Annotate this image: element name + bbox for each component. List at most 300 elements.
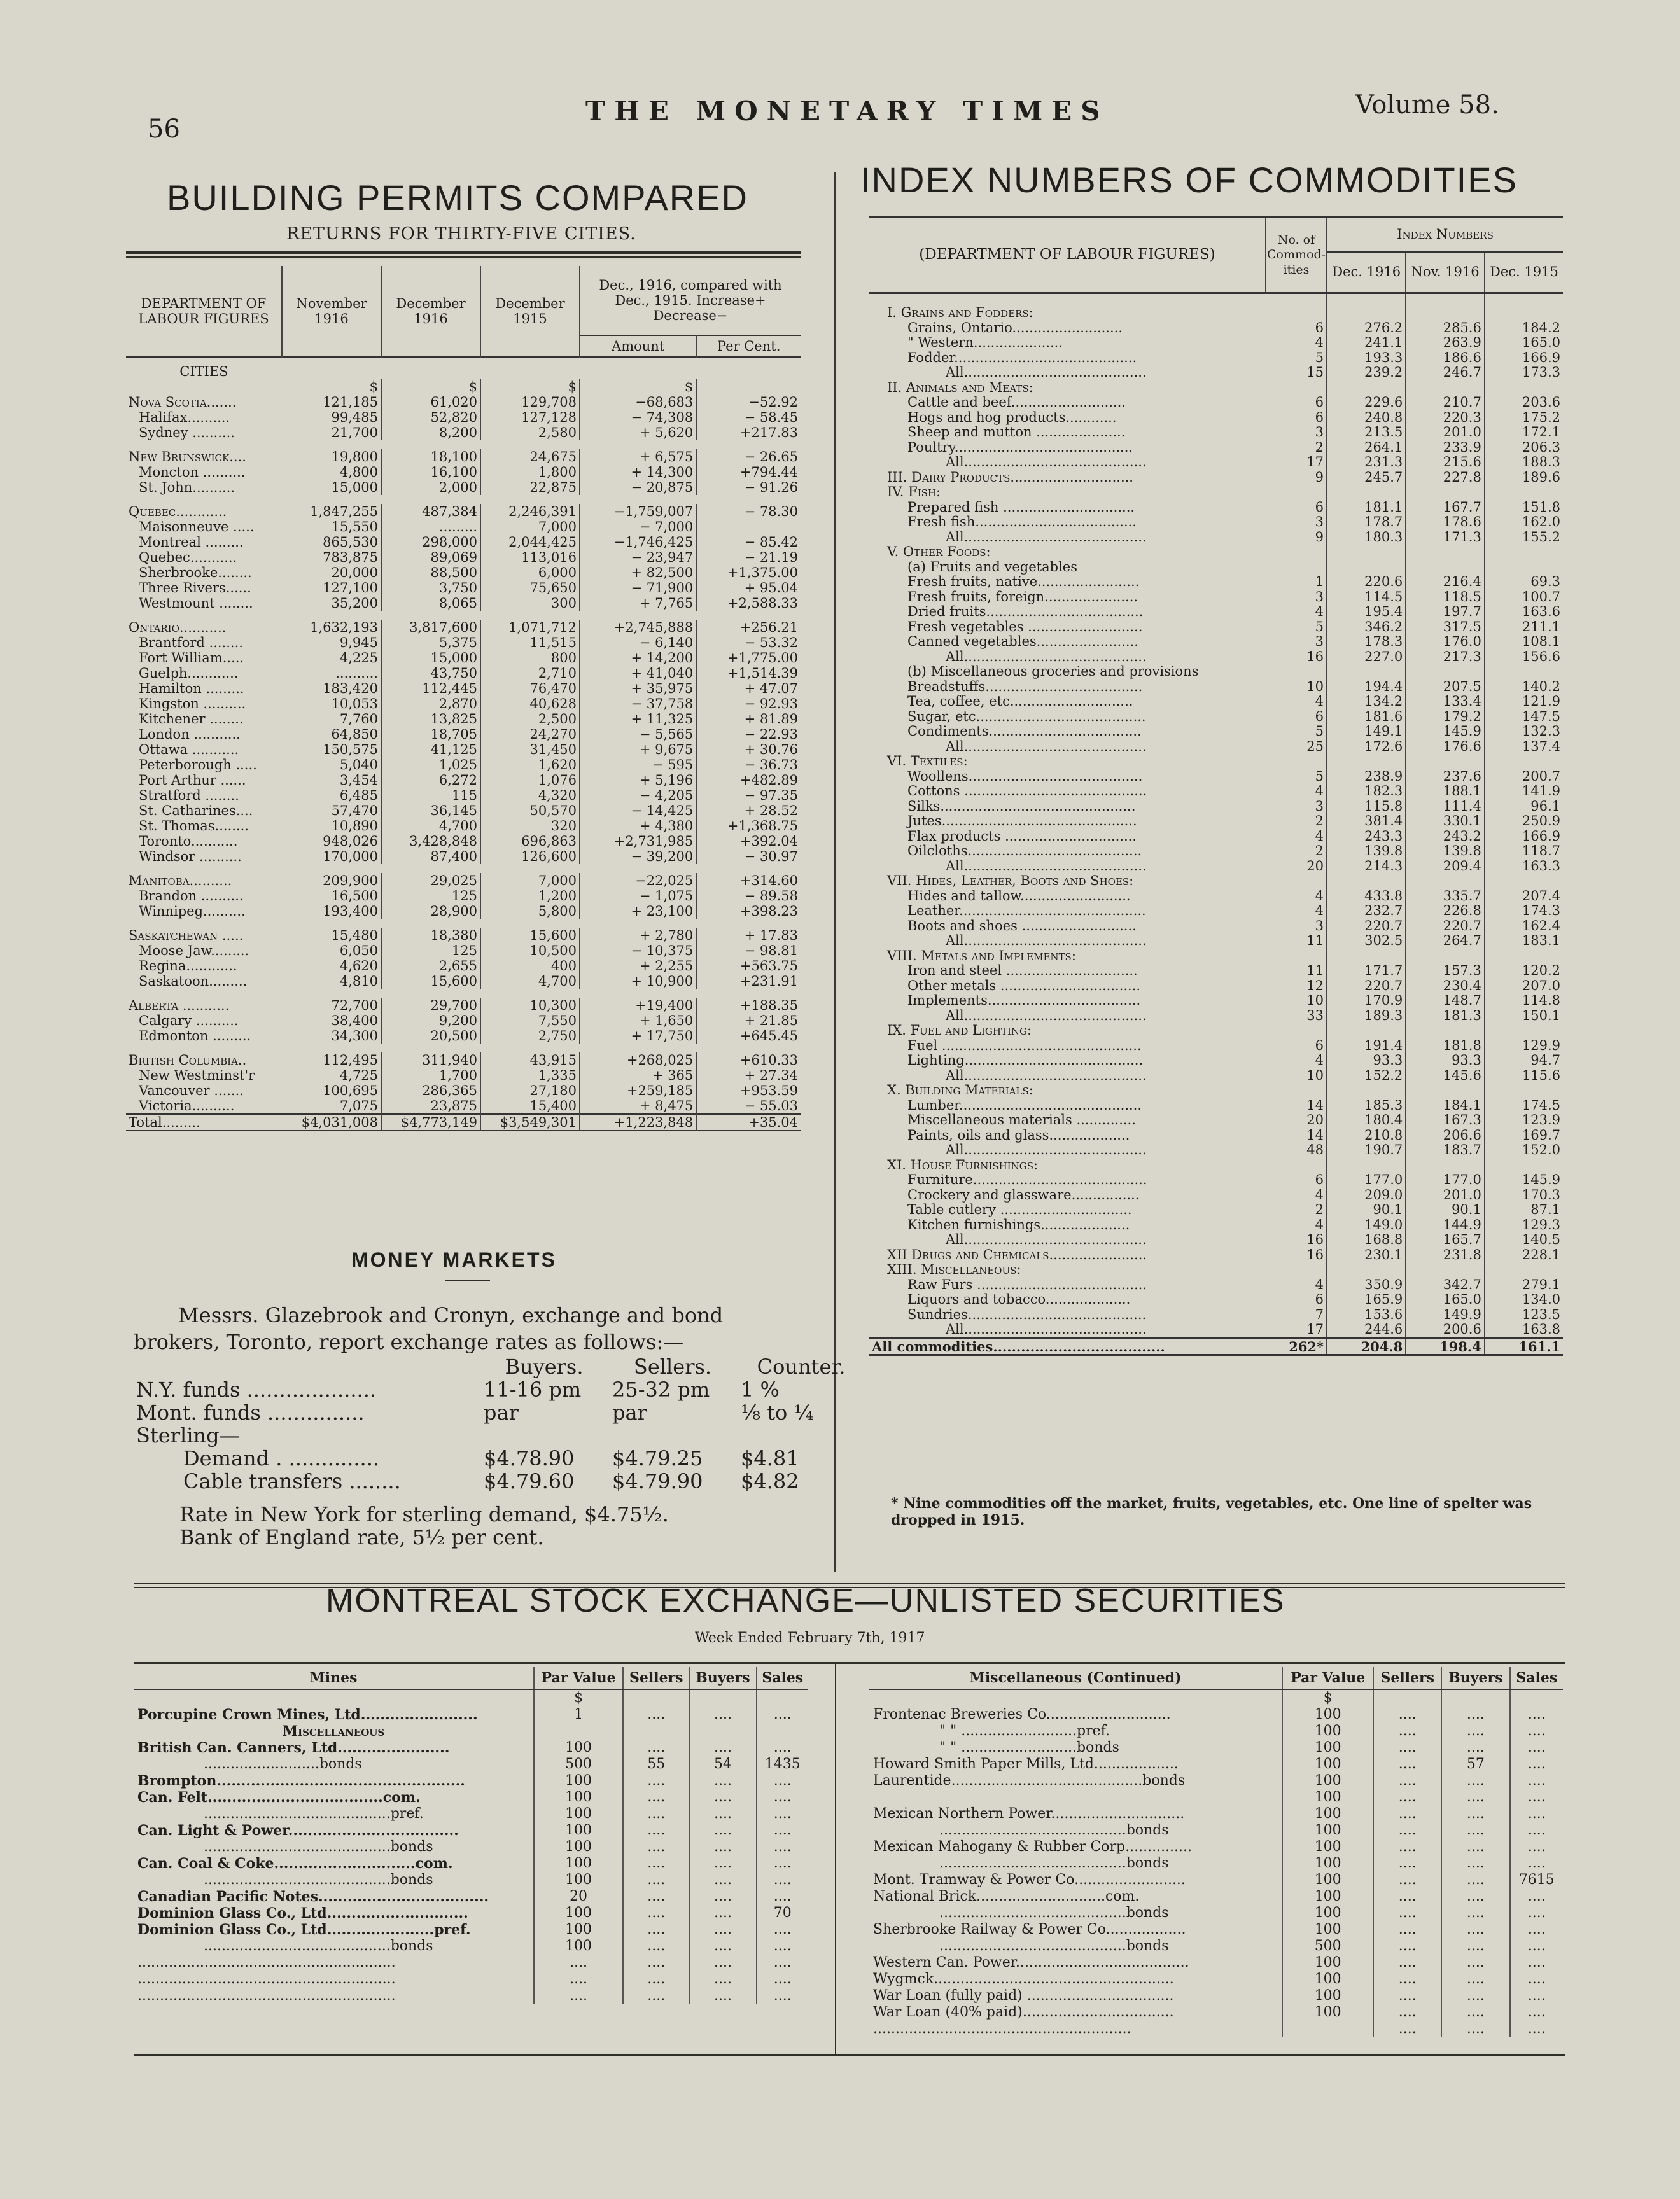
index-dec-1915	[1485, 874, 1563, 889]
rate-value	[608, 1424, 737, 1447]
index-dec-1915: 166.9	[1522, 349, 1560, 365]
permit-row	[126, 650, 801, 666]
par-value: 100	[1282, 1955, 1373, 1971]
permit-row	[126, 742, 801, 757]
rate-row	[132, 1401, 865, 1424]
index-dec-1915	[1485, 1158, 1563, 1173]
security-row	[869, 1905, 1563, 1922]
buyers-price: ....	[689, 1789, 756, 1806]
city-name: Windsor ..........	[139, 849, 242, 864]
security-name: Can. Light & Power...................................	[137, 1822, 459, 1839]
ix-nov16-header: Nov. 1916	[1406, 252, 1485, 293]
change-amount: − 10,375	[580, 943, 696, 958]
money-markets-intro: Messrs. Glazebrook and Cronyn, exchange and bond brokers, Toronto, report exchange rates as follows:—	[134, 1303, 724, 1354]
index-dec-1915	[1485, 380, 1563, 396]
sales-count: ....	[1510, 1971, 1563, 1988]
change-percent: +314.60	[739, 873, 798, 888]
change-percent	[696, 519, 801, 534]
stock-column-header: Par Value	[534, 1667, 623, 1689]
index-dec-1916	[1327, 485, 1406, 500]
commodity-row	[869, 1098, 1563, 1113]
commodity-count: 2	[1266, 814, 1327, 829]
commodity-label: Flax products ...............................	[907, 828, 1137, 844]
security-name: Can. Coal & Coke.............................com.	[137, 1855, 453, 1872]
city-name: Guelph............	[139, 666, 239, 681]
city-name: Calgary ..........	[139, 1013, 239, 1028]
nov-1916-value: 170,000	[282, 849, 381, 864]
commodity-row	[869, 1038, 1563, 1054]
commodity-row	[869, 949, 1563, 964]
index-dec-1916: 93.3	[1327, 1053, 1406, 1068]
change-percent: +610.33	[739, 1052, 798, 1068]
change-percent: − 89.58	[744, 888, 798, 904]
sellers-price: ....	[623, 1888, 689, 1905]
permit-row	[126, 974, 801, 989]
dec-1916-value: 125	[381, 888, 480, 904]
sellers-price: ....	[623, 1988, 689, 2004]
commodity-count: 3	[1266, 634, 1327, 650]
rate-value: 1 %	[741, 1378, 780, 1402]
buyers-price: ....	[1441, 1723, 1510, 1740]
security-name: ..........................................bonds	[939, 1855, 1169, 1871]
city-name: Edmonton .........	[139, 1028, 251, 1044]
security-row	[869, 1971, 1563, 1988]
permit-row	[126, 620, 801, 635]
city-name: Brantford ........	[139, 635, 243, 650]
par-value: ....	[534, 1971, 623, 1988]
buyers-price: ....	[1441, 1938, 1510, 1955]
index-nov-1916: 145.9	[1406, 724, 1485, 739]
change-percent: + 81.89	[744, 711, 798, 727]
index-nov-1916: 148.7	[1406, 993, 1485, 1009]
rate-value: $4.79.90	[612, 1469, 703, 1493]
commodity-count: 20	[1266, 859, 1327, 874]
index-dec-1916: 114.5	[1327, 590, 1406, 605]
security-row	[869, 1806, 1563, 1822]
building-permits-table	[126, 266, 801, 1131]
city-name: Westmount ........	[139, 596, 253, 611]
index-dec-1916: 220.7	[1327, 919, 1406, 934]
change-amount: +259,185	[580, 1083, 696, 1098]
sellers-price: ....	[1373, 1707, 1441, 1723]
commodity-label: Fuel ...............................................	[907, 1037, 1142, 1053]
permit-row	[126, 873, 801, 888]
change-percent: +645.45	[739, 1028, 798, 1044]
rate-label: Cable transfers ........	[183, 1469, 401, 1493]
dec-1915-value: 15,400	[480, 1098, 580, 1114]
index-dec-1915	[1485, 664, 1563, 680]
security-row	[869, 2004, 1563, 2021]
commodity-count: 4	[1266, 889, 1327, 904]
index-dec-1916: 244.6	[1327, 1322, 1406, 1338]
city-name: Quebec...........	[139, 550, 237, 565]
building-permits-subtitle: RETURNS FOR THIRTY-FIVE CITIES.	[286, 224, 636, 244]
commodity-count	[1266, 1023, 1327, 1038]
index-dec-1916: 240.8	[1327, 410, 1406, 426]
dec-1915-value: 1,335	[480, 1068, 580, 1083]
change-amount: + 35,975	[580, 681, 696, 696]
permit-row	[126, 440, 801, 449]
index-nov-1916: 201.0	[1406, 425, 1485, 440]
sales-count: ....	[1510, 1922, 1563, 1938]
city-name: Victoria..........	[139, 1098, 235, 1113]
change-amount: − 6,140	[580, 635, 696, 650]
security-name: " " ..........................pref.	[939, 1723, 1110, 1739]
sellers-price: ....	[1373, 1723, 1441, 1740]
commodity-label: Canned vegetables........................	[907, 634, 1138, 649]
nov-1916-value: 1,632,193	[282, 620, 381, 635]
security-name	[134, 1689, 534, 1707]
index-dec-1916: 232.7	[1327, 904, 1406, 919]
commodity-row	[869, 1173, 1563, 1188]
change-percent: + 47.07	[744, 681, 798, 696]
permit-row	[126, 379, 801, 394]
change-amount: + 9,675	[580, 742, 696, 757]
sellers-price: ....	[623, 1855, 689, 1872]
dec-1916-value: 8,065	[381, 596, 480, 611]
city-name: Toronto...........	[139, 834, 238, 849]
change-percent: + 17.83	[744, 928, 798, 943]
index-nov-1916: 179.2	[1406, 709, 1485, 725]
city-name: Kingston ..........	[139, 696, 246, 711]
dec-1915-value: 15,600	[480, 928, 580, 943]
change-percent: + 30.76	[744, 742, 798, 757]
security-name: Western Can. Power.......................................	[873, 1955, 1189, 1971]
city-name: St. Catharines....	[139, 803, 253, 818]
dec15-header: December 1915	[480, 266, 580, 357]
change-amount: − 39,200	[580, 849, 696, 864]
buyers-price: ....	[689, 1839, 756, 1855]
security-row	[869, 1773, 1563, 1789]
sales-count: ....	[1510, 2021, 1563, 2037]
commodity-row	[869, 1023, 1563, 1038]
security-name: Mont. Tramway & Power Co.........................	[873, 1872, 1186, 1888]
commodity-label: XII Drugs and Chemicals.......................	[887, 1246, 1147, 1262]
commodity-label: Lumber...........................................	[907, 1097, 1142, 1113]
sterling-rate-note: Rate in New York for sterling demand, $4.75½.	[179, 1502, 669, 1526]
commodity-count	[1266, 485, 1327, 500]
commodity-row	[869, 380, 1563, 396]
par-value: 100	[1282, 1971, 1373, 1988]
index-dec-1915: 161.1	[1518, 1338, 1560, 1355]
index-nov-1916	[1406, 305, 1485, 321]
commodity-row	[869, 575, 1563, 590]
commodity-row	[869, 859, 1563, 874]
index-dec-1916	[1327, 754, 1406, 769]
dec-1916-value: 6,272	[381, 772, 480, 788]
index-dec-1915: 114.8	[1522, 993, 1560, 1008]
index-nov-1916: 183.7	[1406, 1143, 1485, 1158]
index-nov-1916: 149.9	[1406, 1308, 1485, 1323]
index-nov-1916: 285.6	[1406, 321, 1485, 336]
city-name: Sydney ..........	[139, 425, 235, 440]
index-nov-1916: 157.3	[1406, 963, 1485, 979]
nov-1916-value: 19,800	[282, 449, 381, 464]
commodity-count: 4	[1266, 1218, 1327, 1233]
commodity-label: Lighting..........................................	[907, 1052, 1144, 1068]
commodity-row	[869, 545, 1563, 560]
commodity-row	[869, 874, 1563, 889]
rate-column-header	[132, 1355, 480, 1378]
city-name: Manitoba..........	[129, 873, 232, 888]
par-value: 100	[1282, 2004, 1373, 2021]
rate-value	[480, 1424, 608, 1447]
index-nov-1916: 198.4	[1406, 1338, 1485, 1355]
stock-column-header: Sales	[757, 1667, 808, 1689]
commodity-count: 3	[1266, 590, 1327, 605]
buyers-price: ....	[1441, 1740, 1510, 1756]
money-markets-notes	[179, 1503, 669, 1549]
dec-1915-value: 40,628	[480, 696, 580, 711]
commodity-row	[869, 1128, 1563, 1143]
index-nov-1916	[1406, 1158, 1485, 1173]
dec-1916-value: 18,705	[381, 727, 480, 742]
dec-1916-value: 20,500	[381, 1028, 480, 1044]
city-name: Saskatchewan .....	[129, 928, 244, 943]
change-percent: + 27.34	[744, 1068, 798, 1083]
commodity-row	[869, 1248, 1563, 1263]
par-value: 100	[1282, 1905, 1373, 1922]
index-dec-1915: 132.3	[1522, 723, 1560, 739]
permit-row	[126, 864, 801, 873]
sales-count: 70	[757, 1905, 808, 1922]
change-amount: +2,731,985	[580, 834, 696, 849]
sellers-price	[623, 1689, 689, 1707]
city-name: Sherbrooke........	[139, 565, 252, 580]
index-dec-1916: 213.5	[1327, 425, 1406, 440]
stock-column-header: Buyers	[1441, 1667, 1510, 1689]
sellers-price: ....	[1373, 1822, 1441, 1839]
index-dec-1915: 151.8	[1522, 499, 1560, 515]
index-dec-1915	[1485, 305, 1563, 321]
commodity-count: 262*	[1266, 1338, 1327, 1355]
commodity-row	[869, 470, 1563, 485]
city-name: Winnipeg..........	[139, 904, 246, 919]
commodity-row	[869, 365, 1563, 380]
index-dec-1916	[1327, 380, 1406, 396]
commodity-label: Fresh fruits, native........................	[907, 574, 1140, 589]
index-nov-1916: 246.7	[1406, 365, 1485, 380]
sales-count: ....	[757, 1707, 808, 1723]
index-dec-1915	[1485, 949, 1563, 964]
commodity-row	[869, 979, 1563, 994]
commodity-row	[869, 904, 1563, 919]
commodity-label: (b) Miscellaneous groceries and provisions	[907, 664, 1199, 679]
sales-count	[1510, 1689, 1563, 1707]
index-dec-1915: 152.0	[1522, 1142, 1560, 1157]
buyers-price: ....	[1441, 1888, 1510, 1905]
commodity-label: All...........................................	[946, 454, 1147, 470]
commodity-row	[869, 1158, 1563, 1173]
index-dec-1916: 178.3	[1327, 634, 1406, 650]
city-name: St. John..........	[139, 480, 235, 495]
commodity-count	[1266, 1262, 1327, 1278]
sellers-price: ....	[623, 1773, 689, 1789]
security-name: Canadian Pacific Notes...................................	[137, 1888, 489, 1905]
commodity-label: Hides and tallow..........................	[907, 888, 1131, 904]
permit-row	[126, 504, 801, 519]
commodity-count: 4	[1266, 694, 1327, 709]
index-dec-1916: 381.4	[1327, 814, 1406, 829]
change-amount: − 71,900	[580, 580, 696, 596]
buyers-price: ....	[1441, 1822, 1510, 1839]
change-percent: +1,368.75	[727, 818, 798, 834]
change-percent: +953.59	[739, 1083, 798, 1098]
index-dec-1916: 264.1	[1327, 440, 1406, 456]
rate-value: $4.78.90	[484, 1446, 575, 1470]
commodity-count: 14	[1266, 1128, 1327, 1143]
index-dec-1915: 188.3	[1522, 454, 1560, 470]
change-amount: + 5,620	[580, 425, 696, 440]
dec-1915-value: 2,750	[480, 1028, 580, 1044]
security-name: Laurentide...........................................bonds	[873, 1773, 1186, 1789]
permit-row	[126, 394, 801, 410]
permit-row	[126, 772, 801, 788]
commodity-label: Furniture.........................................	[907, 1172, 1147, 1187]
index-dec-1915: 129.9	[1522, 1037, 1560, 1053]
commodity-label: Hogs and hog products............	[907, 409, 1117, 425]
nov-1916-value: 15,550	[282, 519, 381, 534]
commodity-row	[869, 739, 1563, 755]
par-value	[534, 1723, 623, 1740]
rate-row	[132, 1447, 865, 1470]
index-nov-1916: 210.7	[1406, 395, 1485, 410]
dec-1915-value: 7,000	[480, 873, 580, 888]
security-row	[134, 1822, 808, 1839]
rule	[126, 251, 801, 254]
commodity-row	[869, 1278, 1563, 1293]
par-value: 100	[1282, 1855, 1373, 1872]
index-dec-1915: 206.3	[1522, 439, 1560, 455]
commodity-row	[869, 351, 1563, 366]
permit-row	[126, 904, 801, 919]
sales-count: ....	[1510, 1888, 1563, 1905]
commodity-count	[1266, 1158, 1327, 1173]
commodity-count: 10	[1266, 993, 1327, 1009]
commodity-row	[869, 1218, 1563, 1233]
buyers-price	[689, 1723, 756, 1740]
index-dec-1915: 207.4	[1522, 888, 1560, 904]
commodity-label: All...........................................	[946, 1142, 1147, 1157]
building-permits-title: BUILDING PERMITS COMPARED	[167, 178, 748, 218]
unlisted-misc-table	[869, 1667, 1563, 2037]
sales-count: ....	[1510, 1707, 1563, 1723]
security-name: Mexican Northern Power..............................	[873, 1806, 1185, 1822]
city-name: Hamilton .........	[139, 681, 244, 696]
sales-count: ....	[757, 1740, 808, 1756]
rate-label: Mont. funds ...............	[136, 1400, 365, 1425]
change-amount: − 23,947	[580, 550, 696, 565]
permit-row	[126, 1013, 801, 1028]
commodity-count: 4	[1266, 1053, 1327, 1068]
commodity-row	[869, 829, 1563, 844]
commodity-count	[1266, 754, 1327, 769]
dec-1916-value: 2,000	[381, 480, 480, 495]
index-dec-1916: 350.9	[1327, 1278, 1406, 1293]
change-amount: + 41,040	[580, 666, 696, 681]
par-value: 100	[534, 1773, 623, 1789]
commodity-label: Cottons ...........................................	[907, 783, 1147, 799]
security-row	[869, 1888, 1563, 1905]
sellers-price: ....	[623, 1955, 689, 1971]
index-dec-1916: 433.8	[1327, 889, 1406, 904]
change-amount: + 8,475	[580, 1098, 696, 1114]
index-dec-1916: 139.8	[1327, 844, 1406, 859]
commodity-count: 5	[1266, 769, 1327, 785]
commodity-count: 5	[1266, 724, 1327, 739]
buyers-price: ....	[1441, 1773, 1510, 1789]
stock-column-header: Sales	[1510, 1667, 1563, 1689]
stock-column-header: Par Value	[1282, 1667, 1373, 1689]
buyers-price	[689, 1689, 756, 1707]
index-dec-1916: 185.3	[1327, 1098, 1406, 1113]
dec-1916-value: 5,375	[381, 635, 480, 650]
commodity-row	[869, 1338, 1563, 1355]
dec-1915-value: 2,246,391	[480, 504, 580, 519]
change-amount: + 2,255	[580, 958, 696, 974]
city-name: Regina............	[139, 958, 237, 974]
rate-value: par	[484, 1400, 519, 1425]
commodity-row	[869, 1009, 1563, 1024]
index-nov-1916: 227.8	[1406, 470, 1485, 485]
commodity-label: All...........................................	[946, 1232, 1147, 1247]
permit-row	[126, 635, 801, 650]
commodity-label: Implements....................................	[907, 993, 1141, 1008]
permit-row	[126, 550, 801, 565]
commodity-row	[869, 889, 1563, 904]
dec-1916-value: .........	[381, 519, 480, 534]
commodity-label: Liquors and tobacco....................	[907, 1292, 1131, 1307]
sales-count: ....	[757, 1822, 808, 1839]
dec-1916-value: 15,000	[381, 650, 480, 666]
par-value: $	[1282, 1689, 1373, 1707]
security-row	[869, 1938, 1563, 1955]
index-dec-1915: 169.7	[1522, 1127, 1560, 1143]
index-dec-1916: 178.7	[1327, 515, 1406, 530]
index-nov-1916	[1406, 545, 1485, 560]
city-name: Montreal .........	[139, 534, 244, 550]
index-dec-1916: 230.1	[1327, 1248, 1406, 1263]
security-name: War Loan (fully paid) .................................	[873, 1988, 1174, 2004]
par-value	[1282, 2021, 1373, 2037]
city-name: Moncton ..........	[139, 464, 246, 480]
index-nov-1916: 165.7	[1406, 1232, 1485, 1248]
commodity-count: 11	[1266, 963, 1327, 979]
index-dec-1916: 134.2	[1327, 694, 1406, 709]
buyers-price: ....	[689, 1740, 756, 1756]
index-nov-1916: 118.5	[1406, 590, 1485, 605]
dec-1915-value: 5,800	[480, 904, 580, 919]
index-dec-1916	[1327, 949, 1406, 964]
par-value: 100	[1282, 1888, 1373, 1905]
index-dec-1916: 149.1	[1327, 724, 1406, 739]
stock-exchange-subtitle: Week Ended February 7th, 1917	[695, 1630, 925, 1646]
rate-value: $4.82	[741, 1469, 799, 1493]
commodity-row	[869, 993, 1563, 1009]
commodity-label: Other metals .................................	[907, 977, 1141, 993]
permit-row	[126, 989, 801, 998]
change-amount: + 1,650	[580, 1013, 696, 1028]
sales-count: ....	[1510, 1740, 1563, 1756]
permit-row	[126, 788, 801, 803]
index-nov-1916: 220.7	[1406, 919, 1485, 934]
commodity-label: Sheep and mutton .....................	[907, 424, 1126, 440]
dec-1916-value: 4,700	[381, 818, 480, 834]
change-amount: − 1,075	[580, 888, 696, 904]
commodity-label: " Western.....................	[907, 335, 1063, 350]
dec-1915-value: 129,708	[480, 394, 580, 410]
commodity-row	[869, 754, 1563, 769]
